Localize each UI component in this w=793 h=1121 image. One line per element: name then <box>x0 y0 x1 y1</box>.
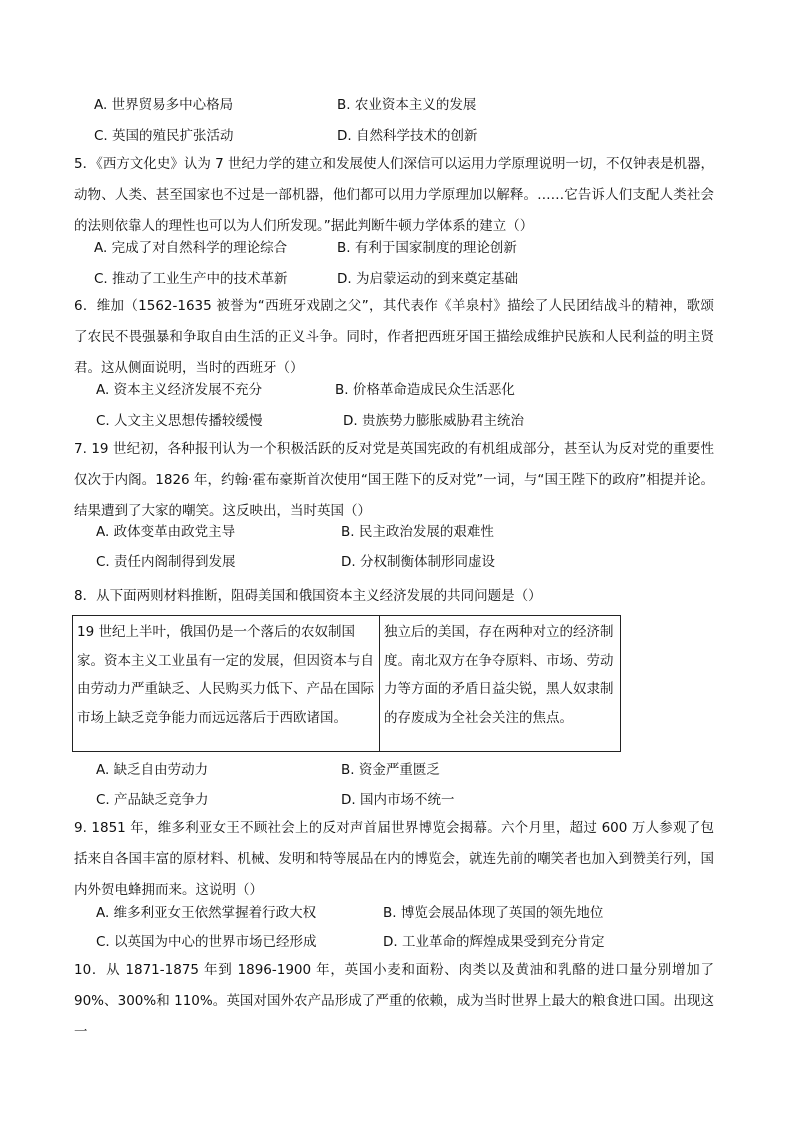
q8-materials-table <box>72 615 621 752</box>
q5-option-a[interactable]: A. 完成了对自然科学的理论综合 <box>94 240 288 256</box>
q8-material-left: 19 世纪上半叶，俄国仍是一个落后的农奴制国家。资本主义工业虽有一定的发展，但因资本与自由劳动力严重缺乏、人民购买力低下、产品在国际市场上缺乏竞争能力而远远落后于西欧诸国。 <box>73 616 380 752</box>
q6-stem: 6．维加（1562-1635 被誉为“西班牙戏剧之父”，其代表作《羊泉村》描绘了人民团结战斗的精神，歌颂了农民不畏强暴和争取自由生活的正义斗争。同时，作者把西班牙国王描绘成维护民族和人民利益的明主贤君。这从侧面说明，当时的西班牙（） <box>74 298 714 376</box>
q6-option-c[interactable]: C. 人文主义思想传播较缓慢 <box>96 413 263 429</box>
q7-option-a[interactable]: A. 政体变革由政党主导 <box>96 524 236 540</box>
q5-option-b[interactable]: B. 有利于国家制度的理论创新 <box>337 240 517 256</box>
q9-option-a[interactable]: A. 维多利亚女王依然掌握着行政大权 <box>96 905 317 921</box>
q8-option-d[interactable]: D. 国内市场不统一 <box>341 792 455 808</box>
q7-stem: 7. 19 世纪初，各种报刊认为一个积极活跃的反对党是英国宪政的有机组成部分，甚至认为反对党的重要性仅次于内阁。1826 年，约翰·霍布豪斯首次使用“国王陛下的反对党”一词，与“国王陛下的政府”相提并论。结果遭到了大家的嘲笑。这反映出，当时英国（） <box>74 441 714 519</box>
q6-option-b[interactable]: B. 价格革命造成民众生活恶化 <box>335 382 515 398</box>
q10-stem: 10．从 1871-1875 年到 1896-1900 年，英国小麦和面粉、肉类以及黄油和乳酪的进口量分别增加了 90%、300%和 110%。英国对国外农产品形成了严重的依赖，成为当时世界上最大的粮食进口国。出现这一 <box>74 962 714 1040</box>
q5-option-c[interactable]: C. 推动了工业生产中的技术革新 <box>94 271 288 287</box>
q8-stem: 8．从下面两则材料推断，阻碍美国和俄国资本主义经济发展的共同问题是（） <box>74 588 542 604</box>
q6-option-a[interactable]: A. 资本主义经济发展不充分 <box>96 382 263 398</box>
q9-option-d[interactable]: D. 工业革命的辉煌成果受到充分肯定 <box>383 934 605 950</box>
q4-option-b[interactable]: B. 农业资本主义的发展 <box>337 97 477 113</box>
q4-option-a[interactable]: A. 世界贸易多中心格局 <box>94 97 234 113</box>
q9-stem: 9. 1851 年，维多利亚女王不顾社会上的反对声首届世界博览会揭幕。六个月里，超过 600 万人参观了包括来自各国丰富的原材料、机械、发明和特等展品在内的博览会，就连先前的嘲笑者也加入到赞美行列，国内外贺电蜂拥而来。这说明（） <box>74 820 714 898</box>
q9-option-b[interactable]: B. 博览会展品体现了英国的领先地位 <box>383 905 604 921</box>
q7-option-c[interactable]: C. 责任内阁制得到发展 <box>96 554 236 570</box>
q8-option-c[interactable]: C. 产品缺乏竞争力 <box>96 792 209 808</box>
q6-option-d[interactable]: D. 贵族势力膨胀威胁君主统治 <box>343 413 524 429</box>
q9-option-c[interactable]: C. 以英国为中心的世界市场已经形成 <box>96 934 317 950</box>
q5-option-d[interactable]: D. 为启蒙运动的到来奠定基础 <box>337 271 518 287</box>
q8-option-a[interactable]: A. 缺乏自由劳动力 <box>96 762 209 778</box>
q7-option-b[interactable]: B. 民主政治发展的艰难性 <box>341 524 494 540</box>
q7-option-d[interactable]: D. 分权制衡体制形同虚设 <box>341 554 495 570</box>
q4-option-d[interactable]: D. 自然科学技术的创新 <box>337 128 478 144</box>
q8-option-b[interactable]: B. 资金严重匮乏 <box>341 762 440 778</box>
q8-material-right: 独立后的美国，存在两种对立的经济制度。南北双方在争夺原料、市场、劳动力等方面的矛盾日益尖锐，黑人奴隶制的存废成为全社会关注的焦点。 <box>380 616 621 752</box>
q4-option-c[interactable]: C. 英国的殖民扩张活动 <box>94 128 234 144</box>
q5-stem: 5．《西方文化史》认为 7 世纪力学的建立和发展使人们深信可以运用力学原理说明一切，不仅钟表是机器，动物、人类、甚至国家也不过是一部机器，他们都可以用力学原理加以解释。……它告诉人们支配人类社会的法则依靠人的理性也可以为人们所发现。”据此判断牛顿力学体系的建立（） <box>74 156 715 234</box>
